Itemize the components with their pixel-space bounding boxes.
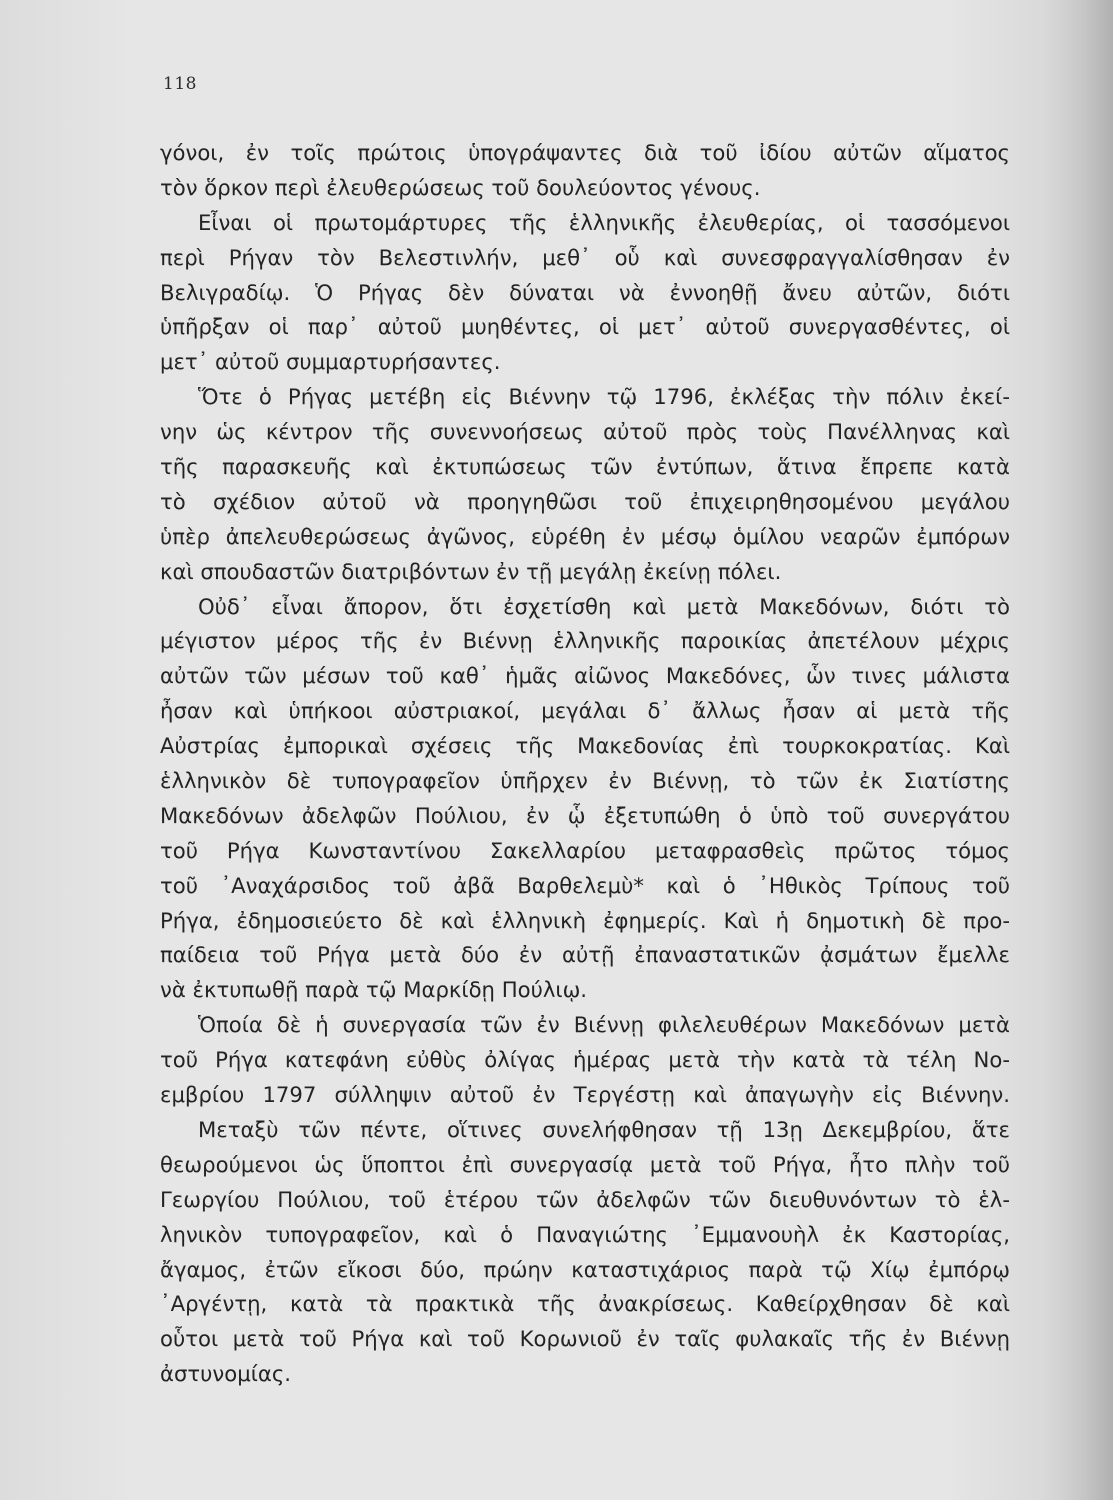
text-line: Βελιγραδίῳ. Ὁ Ρήγας δὲν δύναται νὰ ἐννοηθῇ ἄνευ αὐτῶν, διότι — [160, 279, 1010, 305]
text-line: Ρήγα, ἐδημοσιεύετο δὲ καὶ ἑλληνικὴ ἐφημερίς. Καὶ ἡ δημοτικὴ δὲ προ- — [160, 907, 1010, 933]
text-line: εμβρίου 1797 σύλληψιν αὐτοῦ ἐν Τεργέστῃ καὶ ἀπαγωγὴν εἰς Βιέννην. — [160, 1082, 1010, 1108]
text-line: ὑπὲρ ἀπελευθερώσεως ἀγῶνος, εὑρέθη ἐν μέσῳ ὁμίλου νεαρῶν ἐμπόρων — [160, 523, 1010, 549]
text-line: γόνοι, ἐν τοῖς πρώτοις ὑπογράψαντες διὰ τοῦ ἰδίου αὐτῶν αἵματος — [160, 140, 1010, 165]
text-line: Οὐδ᾽ εἶναι ἄπορον, ὅτι ἐσχετίσθη καὶ μετὰ Μακεδόνων, διότι τὸ — [198, 593, 1010, 619]
text-line: Μεταξὺ τῶν πέντε, οἵτινες συνελήφθησαν τῇ 13ῃ Δεκεμβρίου, ἅτε — [198, 1116, 1010, 1142]
page-edge-shadow — [1043, 0, 1113, 1500]
body-text — [160, 136, 1010, 1392]
text-line: θεωρούμενοι ὡς ὕποπτοι ἐπὶ συνεργασίᾳ μετὰ τοῦ Ρήγα, ἦτο πλὴν τοῦ — [160, 1151, 1010, 1177]
text-line: τὸ σχέδιον αὐτοῦ νὰ προηγηθῶσι τοῦ ἐπιχειρηθησομένου μεγάλου — [160, 488, 1010, 514]
text-line: ὑπῆρξαν οἱ παρ᾽ αὐτοῦ μυηθέντες, οἱ μετ᾽ αὐτοῦ συνεργασθέντες, οἱ — [160, 314, 1010, 340]
text-line: νὰ ἐκτυπωθῇ παρὰ τῷ Μαρκίδῃ Πούλιῳ. — [160, 977, 588, 1003]
text-line: παίδεια τοῦ Ρήγα μετὰ δύο ἐν αὐτῇ ἐπαναστατικῶν ᾀσμάτων ἔμελλε — [160, 942, 1010, 968]
text-line: ἄγαμος, ἐτῶν εἴκοσι δύο, πρώην καταστιχάριος παρὰ τῷ Χίῳ ἐμπόρῳ — [160, 1256, 1010, 1282]
text-line: περὶ Ρήγαν τὸν Βελεστινλήν, μεθ᾽ οὗ καὶ συνεσφραγγαλίσθησαν ἐν — [160, 244, 1010, 270]
text-line: αὐτῶν τῶν μέσων τοῦ καθ᾽ ἡμᾶς αἰῶνος Μακεδόνες, ὧν τινες μάλιστα — [160, 663, 1010, 689]
text-line: Εἶναι οἱ πρωτομάρτυρες τῆς ἑλληνικῆς ἐλευθερίας, οἱ τασσόμενοι — [198, 209, 1010, 235]
text-line: τοῦ Ρήγα κατεφάνη εὐθὺς ὀλίγας ἡμέρας μετὰ τὴν κατὰ τὰ τέλη Νο- — [160, 1047, 1010, 1073]
text-line: Αὐστρίας ἐμπορικαὶ σχέσεις τῆς Μακεδονίας ἐπὶ τουρκοκρατίας. Καὶ — [160, 733, 1010, 759]
text-line: ἑλληνικὸν δὲ τυπογραφεῖον ὑπῆρχεν ἐν Βιέννῃ, τὸ τῶν ἐκ Σιατίστης — [160, 768, 1010, 794]
text-line: ἦσαν καὶ ὑπήκοοι αὐστριακοί, μεγάλαι δ᾽ ἄλλως ἦσαν αἱ μετὰ τῆς — [160, 698, 1010, 724]
text-line: ληνικὸν τυπογραφεῖον, καὶ ὁ Παναγιώτης ᾽Εμμανουὴλ ἐκ Καστορίας, — [160, 1221, 1010, 1247]
text-line: μέγιστον μέρος τῆς ἐν Βιέννῃ ἑλληνικῆς παροικίας ἀπετέλουν μέχρις — [160, 628, 1010, 654]
text-line: τοῦ ᾽Αναχάρσιδος τοῦ ἀβᾶ Βαρθελεμὺ* καὶ ὁ ᾽Ηθικὸς Τρίπους τοῦ — [160, 872, 1010, 898]
text-line: Μακεδόνων ἀδελφῶν Πούλιου, ἐν ᾧ ἐξετυπώθη ὁ ὑπὸ τοῦ συνεργάτου — [160, 802, 1010, 828]
text-line: Γεωργίου Πούλιου, τοῦ ἑτέρου τῶν ἀδελφῶν τῶν διευθυνόντων τὸ ἑλ- — [160, 1186, 1010, 1212]
text-line: καὶ σπουδαστῶν διατριβόντων ἐν τῇ μεγάλῃ ἐκείνῃ πόλει. — [160, 558, 782, 584]
text-line: τὸν ὅρκον περὶ ἐλευθερώσεως τοῦ δουλεύοντος γένους. — [160, 174, 761, 200]
text-line: νην ὡς κέντρον τῆς συνεννοήσεως αὐτοῦ πρὸς τοὺς Πανέλληνας καὶ — [160, 419, 1010, 445]
text-line: τοῦ Ρήγα Κωνσταντίνου Σακελλαρίου μεταφρασθεὶς πρῶτος τόμος — [160, 837, 1010, 863]
text-line: ἀστυνομίας. — [160, 1361, 291, 1387]
text-line: ᾽Αργέντῃ, κατὰ τὰ πρακτικὰ τῆς ἀνακρίσεως. Καθείρχθησαν δὲ καὶ — [160, 1291, 1010, 1317]
text-line: τῆς παρασκευῆς καὶ ἐκτυπώσεως τῶν ἐντύπων, ἅτινα ἔπρεπε κατὰ — [160, 454, 1010, 480]
text-line: οὗτοι μετὰ τοῦ Ρήγα καὶ τοῦ Κορωνιοῦ ἐν ταῖς φυλακαῖς τῆς ἐν Βιέννῃ — [160, 1326, 1010, 1352]
text-line: μετ᾽ αὐτοῦ συμμαρτυρήσαντες. — [160, 349, 501, 375]
text-line: Ὅτε ὁ Ρήγας μετέβη εἰς Βιέννην τῷ 1796, ἐκλέξας τὴν πόλιν ἐκεί- — [198, 384, 1010, 410]
page-number: 118 — [163, 74, 197, 94]
text-line: Ὁποία δὲ ἡ συνεργασία τῶν ἐν Βιέννῃ φιλελευθέρων Μακεδόνων μετὰ — [198, 1012, 1010, 1038]
